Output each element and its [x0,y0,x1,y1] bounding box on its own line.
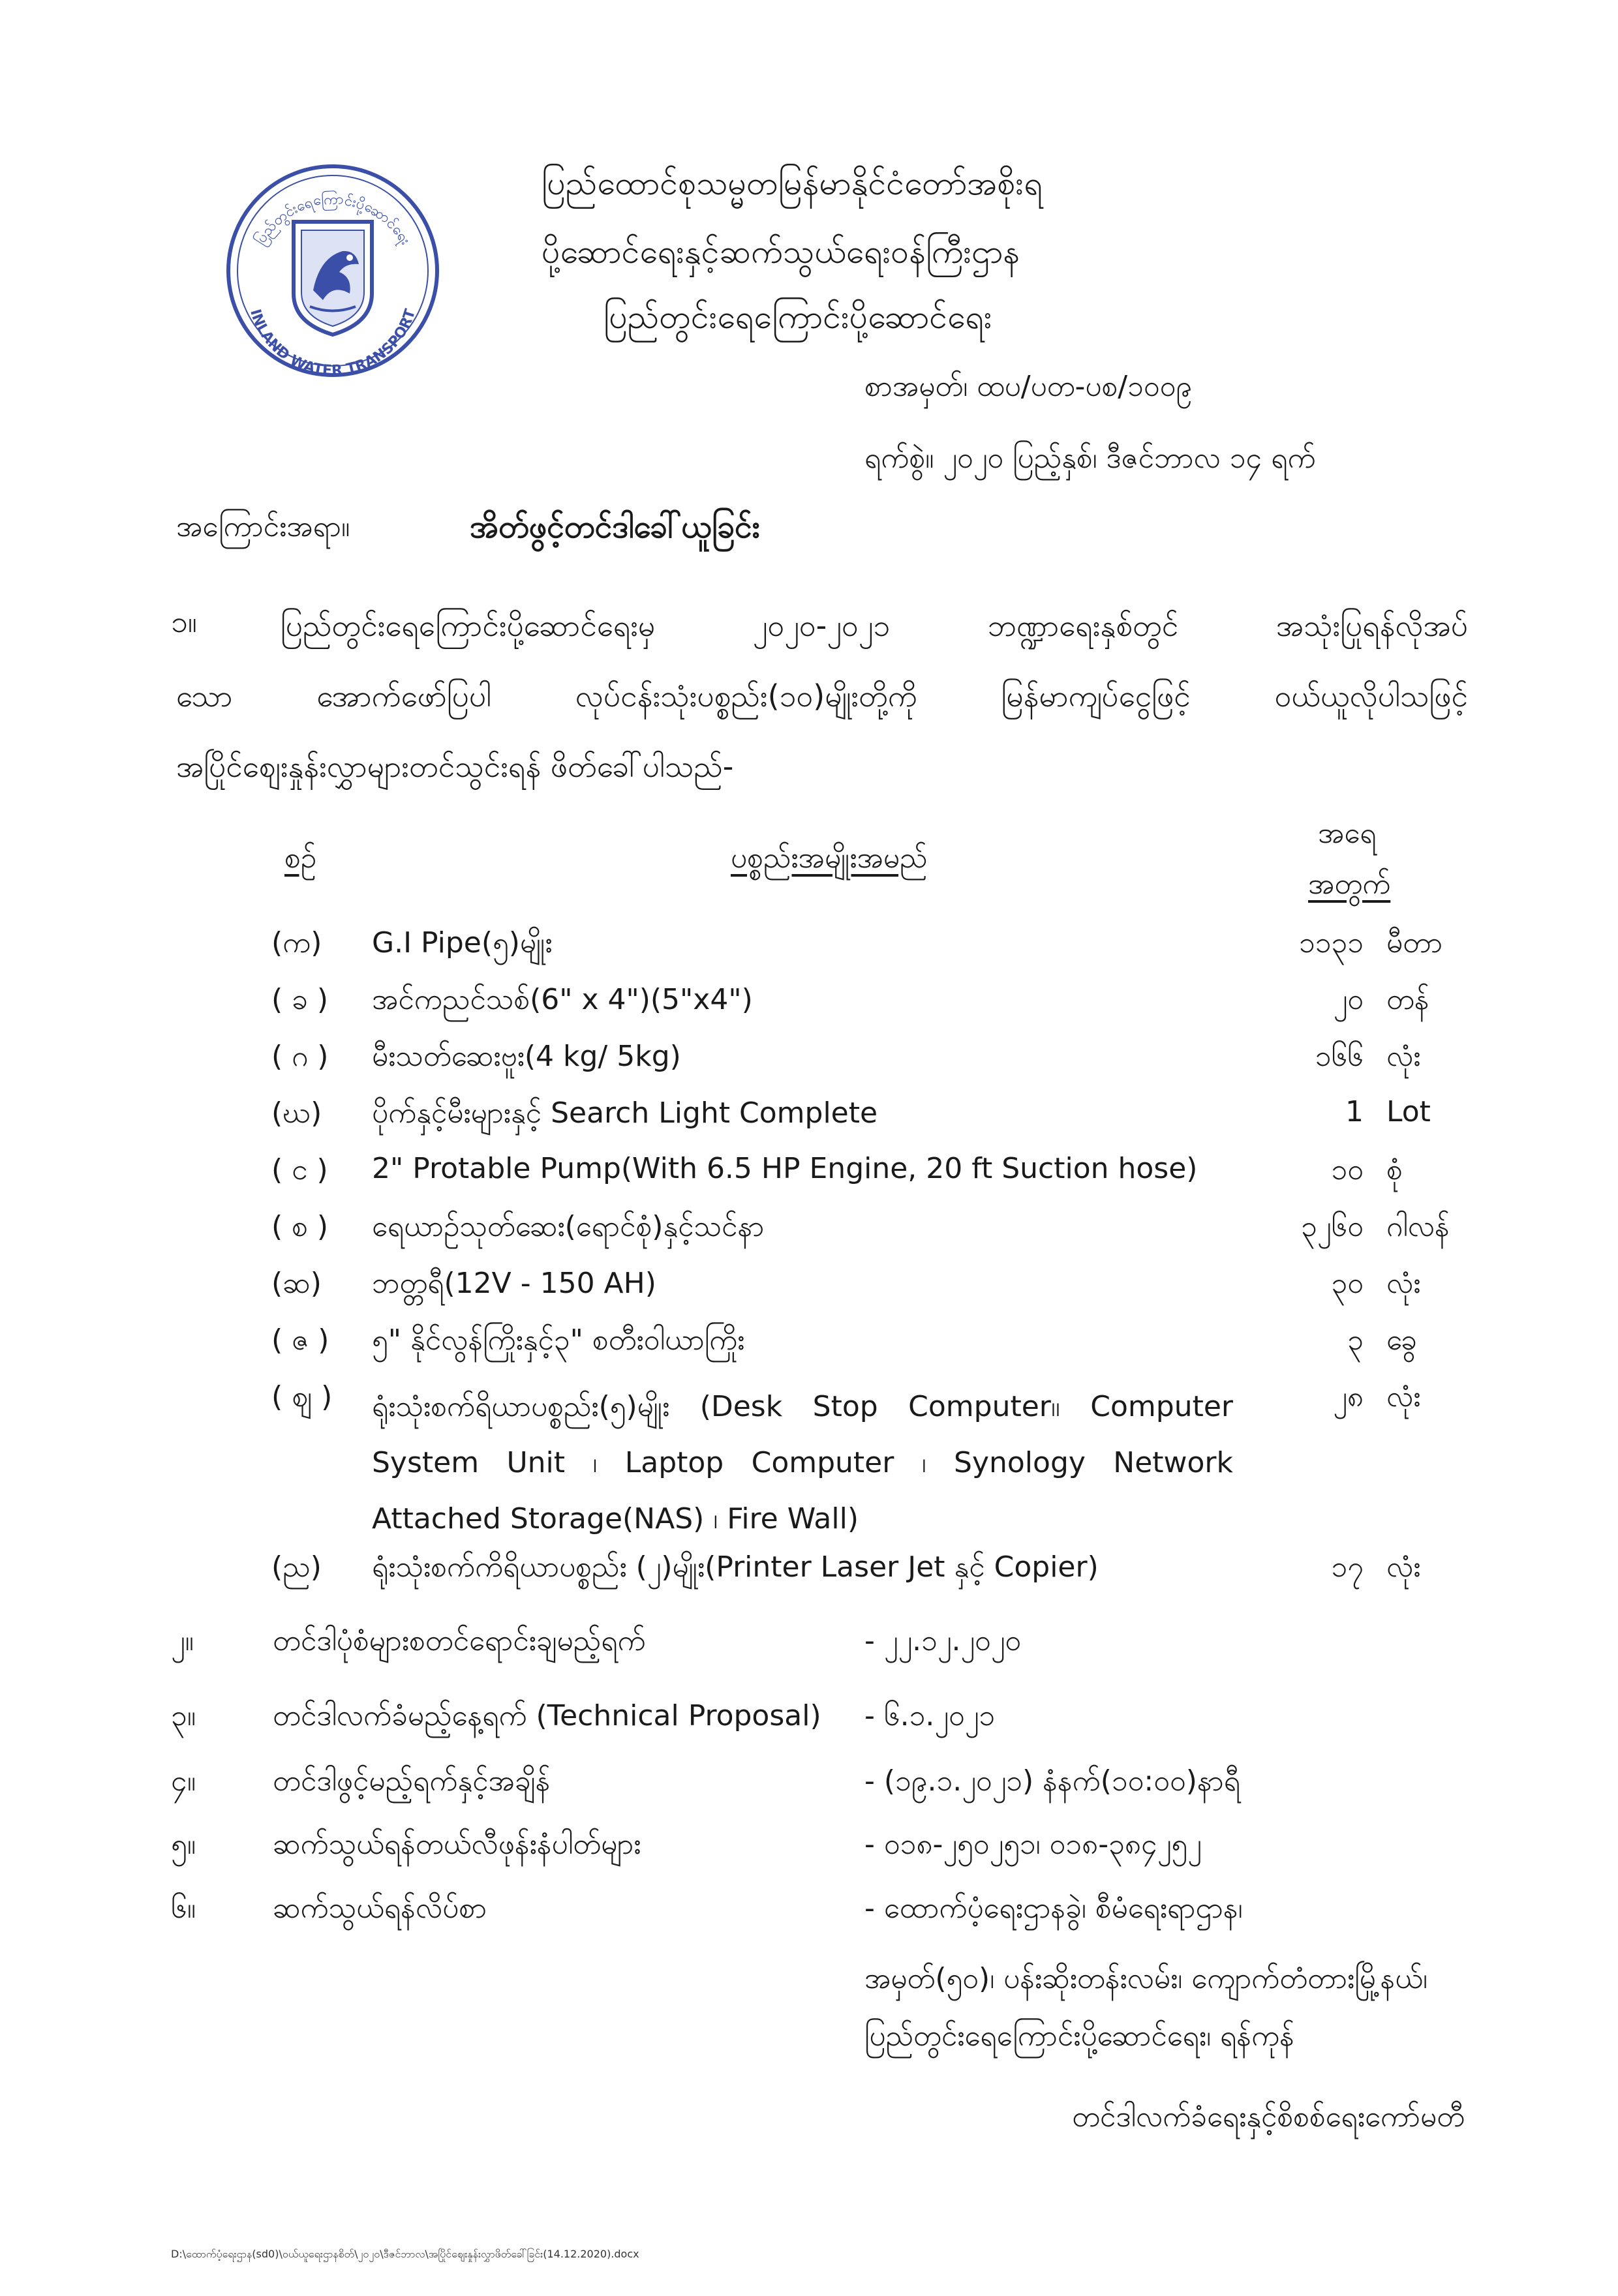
item-number: ( ဈ ) [271,1380,333,1413]
item-name: အင်ကညင်သစ်(6" x 4")(5"x4") [372,983,753,1016]
table-row [0,1095,1618,1153]
detail-label: တင်ဒါဖွင့်မည့်ရက်နှင့်အချိန် [273,1764,551,1798]
item-number: (ည) [271,1550,322,1584]
item-quantity: ၂၀ [1333,983,1364,1016]
table-row [0,1038,1618,1096]
item-quantity: ၁၁၃၁ [1299,926,1364,959]
item-number: ( ဂ ) [271,1040,329,1073]
subject-label: အကြောင်းအရာ။ [176,510,350,543]
table-row [0,925,1618,982]
item-unit: ဂါလန် [1386,1210,1450,1243]
item-unit: Lot [1386,1095,1431,1128]
item-number: (ဆ) [271,1267,322,1300]
detail-number: ၄။ [171,1764,196,1798]
seal-text-bottom: INLAND WATER TRANSPORT [247,307,420,380]
address-line-3: ပြည်တွင်းရေကြောင်းပို့ဆောင်ရေး၊ ရန်ကုန် [864,2019,1294,2053]
item-unit: မီတာ [1386,926,1443,959]
table-row [0,1322,1618,1380]
item-quantity: ၃၀ [1331,1267,1364,1300]
seal-logo [222,160,444,382]
detail-number: ၆။ [171,1892,196,1925]
intro-line-2: သော အောက်ဖော်ပြပါ လုပ်ငန်းသုံးပစ္စည်း(၁၀)မျိုးတို့ကို မြန်မာကျပ်ငွေဖြင့် ဝယ်ယူလိုပါသဖြင့် [176,678,1468,714]
item-unit: လုံး [1386,1267,1421,1300]
detail-number: ၂။ [171,1624,194,1657]
detail-value: - ၀၁၈-၂၅၀၂၅၁၊ ၀၁၈-၃၈၄၂၅၂ [864,1828,1202,1861]
paragraph-number-1: ၁။ [171,604,197,639]
item-name: ၅" နိုင်လွန်ကြိုးနှင့်၃" စတီးဝါယာကြိုး [372,1323,745,1357]
item-quantity: ၁၀ [1331,1153,1364,1186]
detail-number: ၃။ [171,1699,196,1732]
item-name: ရေယာဉ်သုတ်ဆေး(ရောင်စုံ)နှင့်သင်နာ [372,1210,765,1243]
detail-value: - ၂၂.၁၂.၂၀၂၀ [864,1624,1022,1657]
file-path-footer: D:\ထောက်ပံ့ရေးဌာန(sd0)\ဝယ်ယူရေးဌာနစိတ်\၂၀၂၀\ဒီဇင်ဘာလ\အပြိုင်စျေးနှုန်းလွှာဖိတ်ခေါ်ခြင်း(14.12.2020).docx [171,2248,639,2260]
letter-date: ရက်စွဲ။ ၂၀၂၀ ပြည့်နှစ်၊ ဒီဇင်ဘာလ ၁၄ ရက် [864,442,1316,475]
item-name: 2" Protable Pump(With 6.5 HP Engine, 20 ft Suction hose) [372,1152,1198,1185]
detail-label: ဆက်သွယ်ရန်တယ်လီဖုန်းနံပါတ်များ [273,1828,641,1861]
item-unit: လုံး [1386,1550,1421,1584]
letter-number: စာအမှတ်၊ ထပ/ပတ-ပစ/၁၀၀၉ [864,370,1193,403]
item-quantity: ၃ [1347,1323,1364,1357]
table-row [0,1549,1618,1607]
item-unit: လုံး [1386,1380,1421,1413]
contact-address [864,1950,1427,2065]
subject-text: အိတ်ဖွင့်တင်ဒါခေါ်ယူခြင်း [470,509,760,545]
item-unit: လုံး [1386,1040,1421,1073]
item-name: ပိုက်နှင့်မီးများနှင့် Search Light Complete [372,1096,878,1130]
table-row [0,1379,1618,1548]
item-number: (ဃ) [271,1096,322,1130]
column-header-qty-line2: အတွက် [1308,868,1391,901]
item-unit: စုံ [1386,1153,1403,1186]
column-header-no: စဉ် [284,841,317,875]
item-number: ( စ ) [271,1210,329,1243]
table-row [0,1152,1618,1209]
table-row [0,1265,1618,1323]
column-header-item: ပစ္စည်းအမျိုးအမည် [731,841,928,875]
item-quantity: ၁၆၆ [1315,1040,1364,1073]
header-line-department: ပြည်တွင်းရေကြောင်းပို့ဆောင်ရေး [603,298,992,336]
detail-value: - ၆.၁.၂၀၂၁ [864,1699,996,1732]
header-line-government: ပြည်ထောင်စုသမ္မတမြန်မာနိုင်ငံတော်အစိုးရ [542,164,1043,202]
item-number: ( ခ ) [271,983,329,1016]
detail-label: တင်ဒါလက်ခံမည့်နေ့ရက် (Technical Proposal) [273,1699,821,1732]
item-quantity: ၂၈ [1333,1380,1364,1413]
intro-line-3: အပြိုင်စျေးနှုန်းလွှာများတင်သွင်းရန် ဖိတ်ခေါ်ပါသည်- [176,749,734,784]
item-unit: တန် [1386,983,1429,1016]
header-line-ministry: ပို့ဆောင်ရေးနှင့်ဆက်သွယ်ရေးဝန်ကြီးဌာန [542,233,1020,271]
intro-paragraph-line1-wrap [281,590,1468,661]
item-number: (က) [271,926,322,959]
detail-label: ဆက်သွယ်ရန်လိပ်စာ [273,1892,487,1925]
item-name: ဘတ္တရီ(12V - 150 AH) [372,1267,656,1300]
table-row [0,1209,1618,1266]
detail-label: တင်ဒါပုံစံများစတင်ရောင်းချမည့်ရက် [273,1624,646,1657]
detail-number: ၅။ [171,1828,196,1861]
item-quantity: ၃၂၆၀ [1301,1210,1364,1243]
item-unit: ခွေ [1386,1323,1417,1357]
committee-signature: တင်ဒါလက်ခံရေးနှင့်စိစစ်ရေးကော်မတီ [1072,2100,1465,2134]
item-quantity: 1 [1345,1095,1364,1128]
item-name: ရုံးသုံးစက်ကိရိယာပစ္စည်း (၂)မျိုး(Printer Laser Jet နှင့် Copier) [372,1550,1099,1584]
column-header-qty-line1: အရေ [1318,817,1377,850]
intro-line-1: ပြည်တွင်းရေကြောင်းပို့ဆောင်ရေးမှ ၂၀၂၀-၂၀၂၁ ဘဏ္ဍာရေးနှစ်တွင် အသုံးပြုရန်လိုအပ် [281,608,1468,643]
item-number: ( ဇ ) [271,1323,329,1357]
item-number: ( င ) [271,1153,328,1186]
detail-value: - (၁၉.၁.၂၀၂၁) နံနက်(၁၀:၀၀)နာရီ [864,1764,1241,1798]
item-name: G.I Pipe(၅)မျိုး [372,926,553,959]
item-name: မီးသတ်ဆေးဗူး(4 kg/ 5kg) [372,1040,681,1073]
table-row [0,982,1618,1039]
detail-value: - ထောက်ပံ့ရေးဌာနခွဲ၊ စီမံရေးရာဌာန၊ [864,1892,1243,1925]
item-quantity: ၁၇ [1331,1550,1364,1584]
item-name: ရုံးသုံးစက်ရိယာပစ္စည်း(၅)မျိုး (Desk Stop Computer၊၊ Computer System Unit ၊ Laptop Computer ၊ Synology Network Attached Storage(NAS) ၊ Fire Wall) [372,1390,1233,1535]
intro-paragraph-rest [176,661,1468,802]
address-line-2: အမှတ်(၅၀)၊ ပန်းဆိုးတန်းလမ်း၊ ကျောက်တံတားမြို့နယ်၊ [864,1962,1427,1995]
seal-text-top: ပြည်တွင်းရေကြောင်းပို့ဆောင်ရေး [252,191,414,249]
